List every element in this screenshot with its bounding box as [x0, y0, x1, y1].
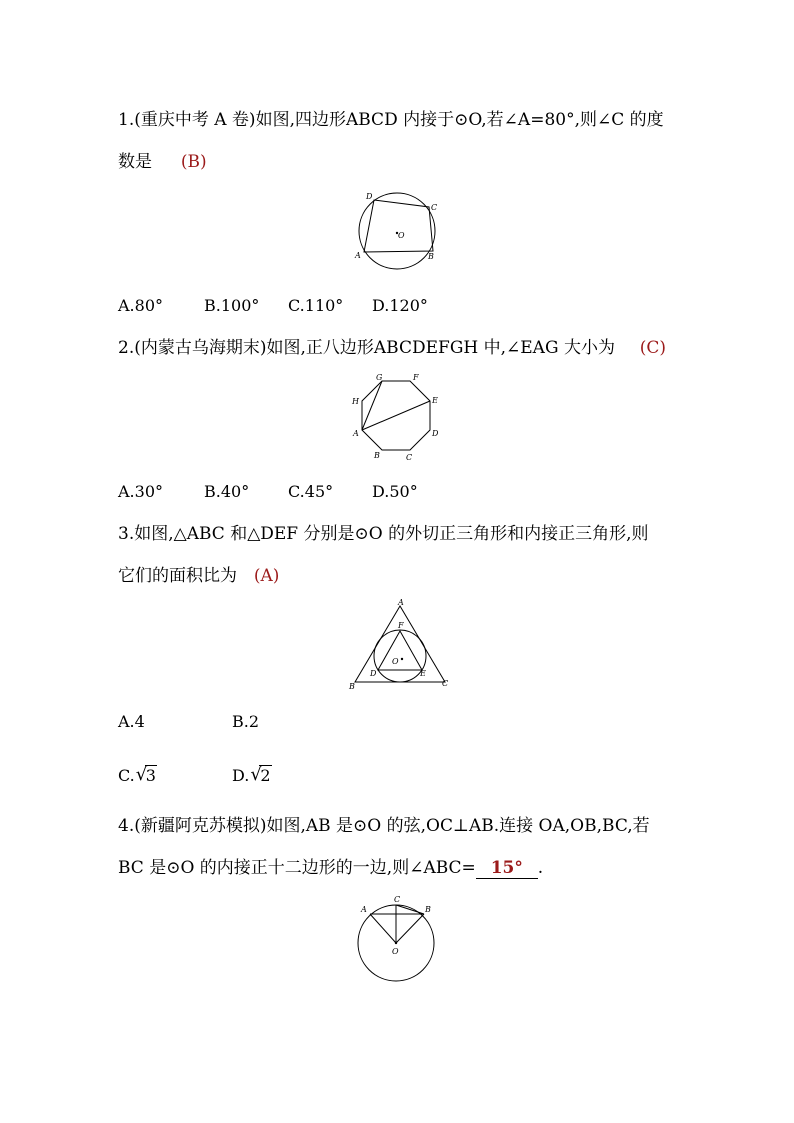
q4-stem: BC 是⊙O 的内接正十二边形的一边,则∠ABC= [118, 858, 476, 878]
q3-label-o: O [392, 657, 399, 666]
q3-text-line2 [118, 568, 279, 585]
q4-text-line2 [118, 860, 543, 879]
q2-label-g: G [376, 373, 383, 382]
q4-segment-ob [396, 914, 424, 943]
q2-option-a: A.30° [118, 482, 163, 501]
q3-option-d [232, 764, 272, 785]
q3-text-line1: 3.如图,△ABC 和△DEF 分别是⊙O 的外切正三角形和内接正三角形,则 [118, 524, 649, 544]
q3-circle [374, 630, 426, 682]
q2-option-b: B.40° [204, 482, 250, 501]
q1-option-d: D.120° [372, 296, 428, 315]
q4-answer-blank: 15° [476, 860, 538, 879]
q3-option-d-radicand: 2 [260, 766, 271, 785]
q2-stem: 2.(内蒙古乌海期末)如图,正八边形ABCDEFGH 中,∠EAG 大小为 [118, 338, 615, 358]
q1-answer: (B) [180, 152, 207, 172]
q2-label-f: F [413, 373, 419, 382]
q2-label-c: C [406, 453, 413, 462]
q1-text-line1: 1.(重庆中考 A 卷)如图,四边形ABCD 内接于⊙O,若∠A=80°,则∠C 的度 [118, 110, 664, 130]
q4-label-a: A [361, 905, 367, 914]
q2-figure [348, 372, 444, 464]
q2-label-d: D [432, 429, 439, 438]
q3-label-c: C [442, 679, 449, 688]
q1-label-a: A [355, 251, 361, 260]
q3-inner-triangle [378, 631, 422, 670]
q1-stem-end: 数是 [118, 152, 152, 172]
q3-center-dot [401, 658, 403, 660]
q3-outer-triangle [355, 606, 445, 682]
q3-option-c-letter: C. [118, 766, 135, 785]
q3-figure [346, 598, 456, 692]
q4-text-line1: 4.(新疆阿克苏模拟)如图,AB 是⊙O 的弦,OC⊥AB.连接 OA,OB,BC,若 [118, 816, 650, 836]
q3-label-f: F [398, 621, 404, 630]
q2-answer: (C) [639, 338, 667, 358]
q4-label-c: C [394, 895, 401, 904]
q4-label-o: O [392, 947, 399, 956]
q2-label-h: H [352, 397, 359, 406]
q3-answer: (A) [253, 566, 280, 586]
q3-option-d-sqrt: √ 2 [250, 764, 271, 785]
q1-figure [350, 188, 450, 268]
q3-option-a: A.4 [118, 712, 145, 731]
q2-option-c: C.45° [288, 482, 334, 501]
q4-period: . [537, 858, 544, 878]
q3-label-a: A [398, 598, 404, 607]
q3-label-d: D [370, 669, 377, 678]
q1-option-b: B.100° [204, 296, 260, 315]
q3-label-b: B [349, 682, 355, 691]
q3-option-c [118, 764, 157, 785]
q3-option-c-radicand: 3 [145, 766, 156, 785]
q3-option-d-letter: D. [232, 766, 250, 785]
q3-label-e: E [420, 669, 426, 678]
q2-option-d: D.50° [372, 482, 418, 501]
q2-label-a: A [353, 429, 359, 438]
q1-quadrilateral [364, 200, 433, 252]
q4-segment-oa [370, 914, 396, 943]
q1-label-c: C [431, 203, 438, 212]
q1-text-line2 [118, 154, 207, 171]
q4-segment-bc [396, 905, 424, 914]
q2-label-b: B [374, 451, 380, 460]
q1-circle [359, 193, 438, 269]
q1-label-d: D [366, 192, 373, 201]
q1-option-a: A.80° [118, 296, 163, 315]
q4-center-dot [395, 942, 397, 944]
q2-text-line1 [118, 340, 666, 357]
q3-option-b: B.2 [232, 712, 260, 731]
q4-label-b: B [425, 905, 431, 914]
q1-option-c: C.110° [288, 296, 344, 315]
q1-label-b: B [428, 252, 434, 261]
q3-stem-end: 它们的面积比为 [118, 566, 237, 586]
q1-label-o: O [398, 231, 405, 240]
q4-figure [352, 892, 444, 988]
q3-option-c-sqrt: √ 3 [135, 764, 156, 785]
q2-label-e: E [432, 396, 438, 405]
